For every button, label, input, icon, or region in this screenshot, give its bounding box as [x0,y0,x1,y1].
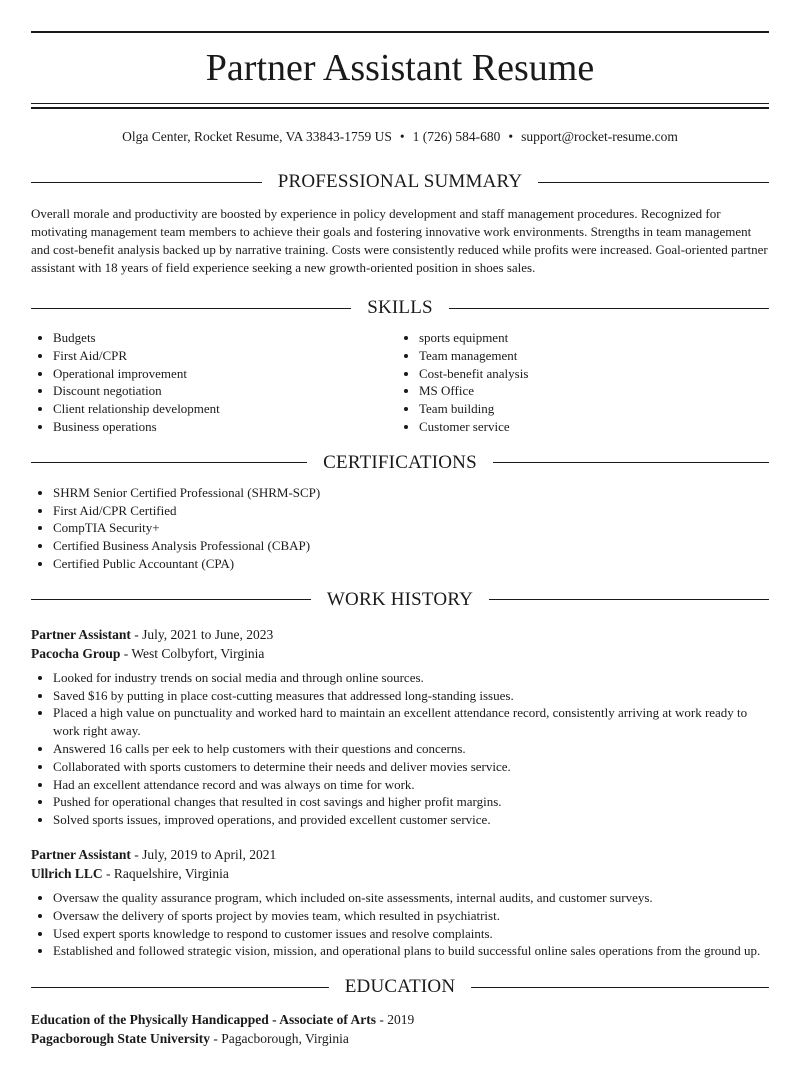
skill-item: • Team management [419,347,766,365]
skill-item: • Budgets [53,329,400,347]
job-bullet: • Pushed for operational changes that resulted in cost savings and higher profit margins. [53,793,769,811]
skill-item: • Cost-benefit analysis [419,365,766,383]
job-company-line [31,644,769,663]
education-location: - Pagacborough, Virginia [210,1031,349,1047]
skills-right-column [397,329,766,436]
job-bullet: • Placed a high value on punctuality and worked hard to maintain an excellent attendance record, consistently arriving at work ready to work right away. [53,704,769,740]
job-bullet: • Answered 16 calls per eek to help customers with their questions and concerns. [53,740,769,758]
work-history-heading-text: WORK HISTORY [326,588,474,610]
skills-heading [31,293,769,323]
resume-page [0,31,800,1048]
summary-heading-text: PROFESSIONAL SUMMARY [277,171,523,192]
job-location: - Raquelshire, Virginia [102,865,229,881]
contact-phone: 1 (726) 584-680 [412,129,501,144]
skill-item: • Operational improvement [53,365,400,383]
skill-item: • Discount negotiation [53,382,400,400]
contact-email: support@rocket-resume.com [521,129,678,144]
certification-item: • Certified Public Accountant (CPA) [53,555,769,573]
job-title-line [31,625,769,644]
contact-separator: • [508,129,514,144]
job-bullet: • Oversaw the quality assurance program, which included on-site assessments, internal audits, and customer surveys. [53,889,769,907]
resume-title: Partner Assistant Resume [205,47,595,89]
job-title-line [31,845,769,864]
skill-item: • sports equipment [419,329,766,347]
skill-item: • MS Office [419,382,766,400]
heading-rule [538,182,769,183]
job-bullet: • Looked for industry trends on social media and through online sources. [53,669,769,687]
work-history-list [31,625,769,960]
job-entry [31,625,769,829]
job-location: - West Colbyfort, Virginia [120,645,265,661]
skills-list [31,323,769,436]
summary-heading [31,167,769,197]
job-company: Pacocha Group [31,645,121,661]
job-dates: - July, 2021 to June, 2023 [130,626,274,642]
contact-separator: • [399,129,405,144]
job-bullet: • Collaborated with sports customers to determine their needs and deliver movies service. [53,758,769,776]
skill-item: • First Aid/CPR [53,347,400,365]
contact-line [31,127,769,147]
job-bullet: • Established and followed strategic vision, mission, and operational plans to build successful online sales operations from the ground up. [53,942,769,960]
education-year: - 2019 [376,1012,415,1028]
job-bullets [31,889,769,960]
job-entry [31,845,769,960]
certifications-heading-text: CERTIFICATIONS [323,451,477,473]
job-role: Partner Assistant [31,626,131,642]
certification-item: • First Aid/CPR Certified [53,502,769,520]
education-heading-text: EDUCATION [344,976,456,998]
heading-rule [31,182,262,183]
skill-item: • Client relationship development [53,400,400,418]
certifications-heading [31,448,769,478]
education-school-line [31,1029,769,1048]
education-degree: Education of the Physically Handicapped - Associate of Arts [31,1012,377,1028]
summary-text: Overall morale and productivity are boosted by experience in policy development and staff management procedures. Recognized for motivating management team members to achieve their goals and fostering innovative work environments. Strengths in team management and cost-benefit analysis backed up by narrative training. Costs were consistently reduced while profits were increased. Goal-oriented partner assistant with 18 years of field experience seeking a new growth-oriented position in shoes sales. [31,206,768,275]
heading-rule [31,599,311,600]
contact-address: Olga Center, Rocket Resume, VA 33843-1759 US [122,129,392,144]
certification-item: • Certified Business Analysis Professional (CBAP) [53,537,769,555]
skill-item: • Business operations [53,418,400,436]
heading-rule [489,599,769,600]
education-school: Pagacborough State University [31,1031,210,1047]
heading-rule [31,462,307,463]
title-double-rule [31,103,769,109]
job-role: Partner Assistant [31,846,131,862]
certification-item: • CompTIA Security+ [53,519,769,537]
job-bullet: • Solved sports issues, improved operations, and provided excellent customer service. [53,811,769,829]
education-entry [31,1010,769,1048]
job-bullet: • Used expert sports knowledge to respond to customer issues and resolve complaints. [53,925,769,943]
heading-rule [471,987,769,988]
heading-rule [449,308,769,309]
skill-item: • Team building [419,400,766,418]
education-degree-line [31,1010,769,1029]
heading-rule [31,987,329,988]
skill-item: • Customer service [419,418,766,436]
skills-heading-text: SKILLS [367,297,433,318]
job-company: Ullrich LLC [31,865,103,881]
heading-rule [31,308,351,309]
job-bullet: • Oversaw the delivery of sports project by movies team, which resulted in psychiatrist. [53,907,769,925]
heading-rule [493,462,769,463]
work-history-heading [31,585,769,615]
job-company-line [31,864,769,883]
job-dates: - July, 2019 to April, 2021 [130,846,277,862]
job-bullets [31,669,769,829]
job-bullet: • Saved $16 by putting in place cost-cutting measures that addressed long-standing issues. [53,687,769,705]
skills-left-column [31,329,400,436]
certification-item: • SHRM Senior Certified Professional (SHRM-SCP) [53,484,769,502]
education-heading [31,972,769,1002]
certifications-list [31,484,769,573]
job-bullet: • Had an excellent attendance record and was always on time for work. [53,776,769,794]
